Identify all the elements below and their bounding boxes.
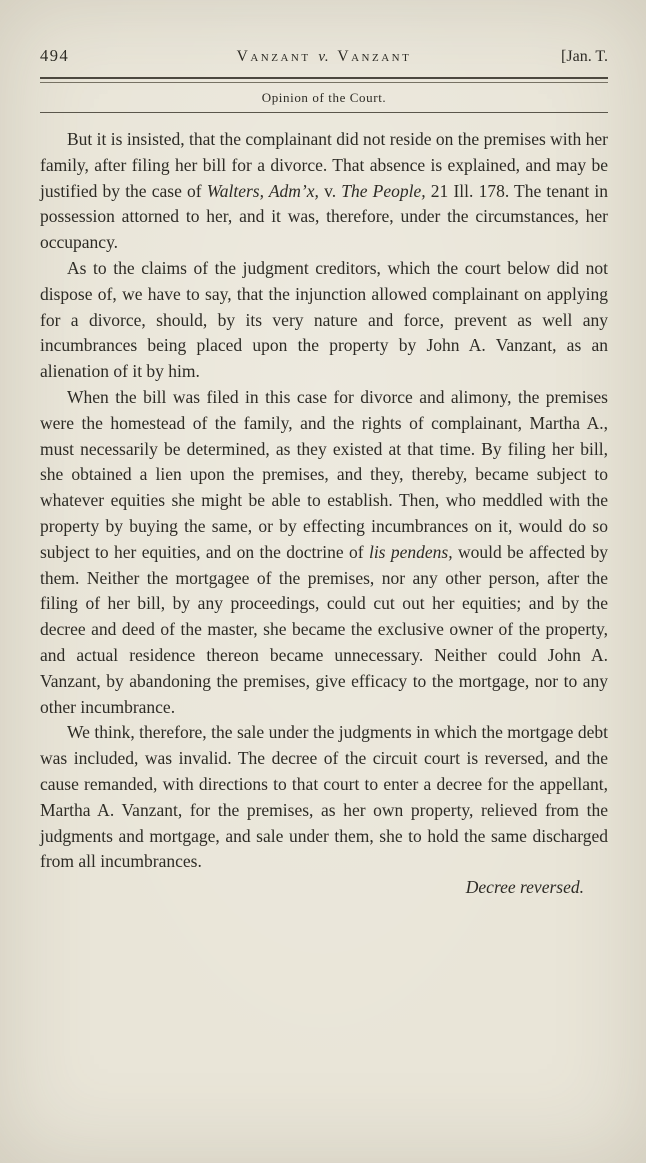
case-name-left: Vanzant bbox=[236, 48, 311, 65]
term-label: [Jan. T. bbox=[561, 48, 608, 65]
section-heading: Opinion of the Court. bbox=[261, 90, 387, 105]
decree-text: Decree reversed. bbox=[465, 877, 584, 898]
running-title bbox=[130, 48, 518, 66]
opinion-paragraph bbox=[40, 256, 608, 385]
case-citation: Walters, Adm’x, bbox=[206, 180, 319, 201]
page-number: 494 bbox=[40, 46, 70, 65]
paragraph-text: would be affected by them. Neither the mortgagee of the premises, nor any other person, after the filing of her bill, by any proceedings, could cut out her equities; and by the decree and deed of the master, she became the exclusive owner of the property, and actual residence thereon became unnecessary. Neither could John A. Vanzant, by abandoning the premises, give efficacy to the mortgage, nor to any other incumbrance. bbox=[40, 541, 608, 717]
case-citation: The People, bbox=[341, 180, 426, 201]
paragraph-text: As to the claims of the judgment creditors, which the court below did not dispose of, we have to say, that the injunction allowed complainant on applying for a divorce, should, by its very nature and force, prevent as well any incumbrances being placed upon the property by John A. Vanzant, as an alienation of it by him. bbox=[40, 257, 608, 382]
paragraph-text: But it is insisted, that the complainant did not reside on the premises with her family, after filing her bill for a divorce. That absence is explained, and may be justified by the case of bbox=[40, 129, 608, 201]
opinion-paragraphs bbox=[40, 127, 608, 875]
decree-line bbox=[40, 875, 608, 901]
paragraph-text: When the bill was filed in this case for divorce and alimony, the premises were the homestead of the family, and the rights of complainant, Martha A., must necessarily be determined, as they existed at that time. By filing her bill, she obtained a lien upon the premises, and they, thereby, became subject to whatever equities she might be able to establish. Then, who meddled with the property by buying the same, or by effecting incumbrances on it, would do so subject to her equities, and on the doctrine of bbox=[40, 386, 608, 562]
opinion-paragraph bbox=[40, 385, 608, 720]
paragraph-text: We think, therefore, the sale under the judgments in which the mortgage debt was included, was invalid. The decree of the circuit court is reversed, and the cause remanded, with directions to that court to enter a decree for the appellant, Martha A. Vanzant, for the premises, as her own property, relieved from the judgments and mortgage, and sale under them, she to hold the same discharged from all incumbrances. bbox=[40, 722, 608, 872]
heading-rule bbox=[40, 112, 608, 113]
paragraph-text: 21 Ill. 178. The tenant in possession attorned to her, and it was, therefore, under the circumstances, her occupancy. bbox=[40, 180, 608, 253]
page-header bbox=[40, 46, 608, 66]
paragraph-text: v. bbox=[318, 180, 342, 201]
opinion-paragraph bbox=[40, 720, 608, 875]
versus-label: v. bbox=[318, 49, 330, 65]
header-rule bbox=[40, 77, 608, 83]
case-name-right: Vanzant bbox=[337, 48, 412, 65]
opinion-paragraph bbox=[40, 127, 608, 256]
case-citation: lis pendens, bbox=[368, 541, 453, 562]
